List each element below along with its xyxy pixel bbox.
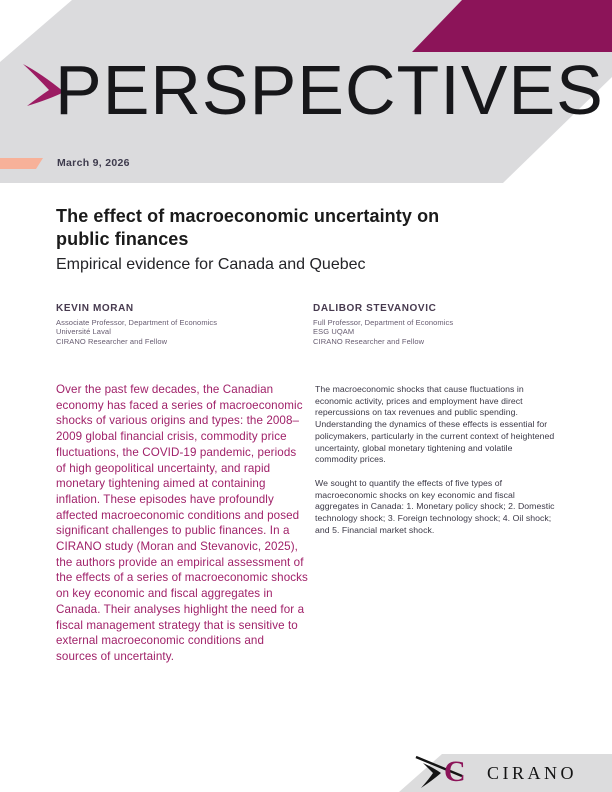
author-name: DALIBOR STEVANOVIC <box>313 303 437 314</box>
summary-paragraph-1: The macroeconomic shocks that cause fluctuations in economic activity, prices and employment have direct repercussions on tax revenues and public spending. Understanding the dynamics of these effects is essential for policymakers, particularly in the current context of heightened uncertainty, global monetary tightening and volatile commodity prices. <box>315 384 555 465</box>
article-title: The effect of macroeconomic uncertainty on public finances <box>56 206 440 249</box>
masthead-brand-row <box>22 51 604 134</box>
cirano-logo-wordmark: CIRANO <box>487 763 578 783</box>
author-kevin-moran <box>56 303 306 346</box>
article-subtitle: Empirical evidence for Canada and Quebec <box>56 256 366 273</box>
author-affiliation: Université Laval <box>56 327 111 337</box>
author-affiliation: ESG UQAM <box>313 327 355 337</box>
lead-paragraph: Over the past few decades, the Canadian economy has faced a series of macroeconomic shocks of various origins and types: the 2008–2009 global financial crisis, commodity price fluctuations, the COVID-19 pandemic, periods of high geopolitical uncertainty, and rapid monetary tightening aimed at containing inflation. These episodes have profoundly affected macroeconomic conditions and posed significant challenges to public finances. In a CIRANO study (Moran and Stevanovic, 2025), the authors provide an empirical assessment of the effects of a series of macroeconomic shocks on key economic and fiscal aggregates in Canada. Their analyses highlight the need for a fiscal management strategy that is sensitive to external macroeconomic conditions and sources of uncertainty. <box>56 383 308 663</box>
author-name: KEVIN MORAN <box>56 303 134 314</box>
author-affiliation: CIRANO Researcher and Fellow <box>56 336 168 346</box>
issue-date: March 9, 2026 <box>57 157 130 169</box>
brand-wordmark: PERSPECTIVES <box>55 51 604 129</box>
summary-column <box>315 384 556 536</box>
cirano-logo-initial: C <box>444 755 466 788</box>
author-affiliation: CIRANO Researcher and Fellow <box>313 336 425 346</box>
author-affiliation: Associate Professor, Department of Economics <box>56 318 218 327</box>
summary-paragraph-2: We sought to quantify the effects of five types of macroeconomic shocks on key economic and fiscal aggregates in Canada: 1. Monetary policy shock; 2. Domestic technology shock; 3. Foreign technology shock; 4. Oil shock; and 5. Financial market shock. <box>315 477 555 535</box>
date-accent-bar <box>0 158 43 169</box>
author-dalibor-stevanovic <box>313 303 563 346</box>
author-affiliation: Full Professor, Department of Economics <box>313 318 454 327</box>
